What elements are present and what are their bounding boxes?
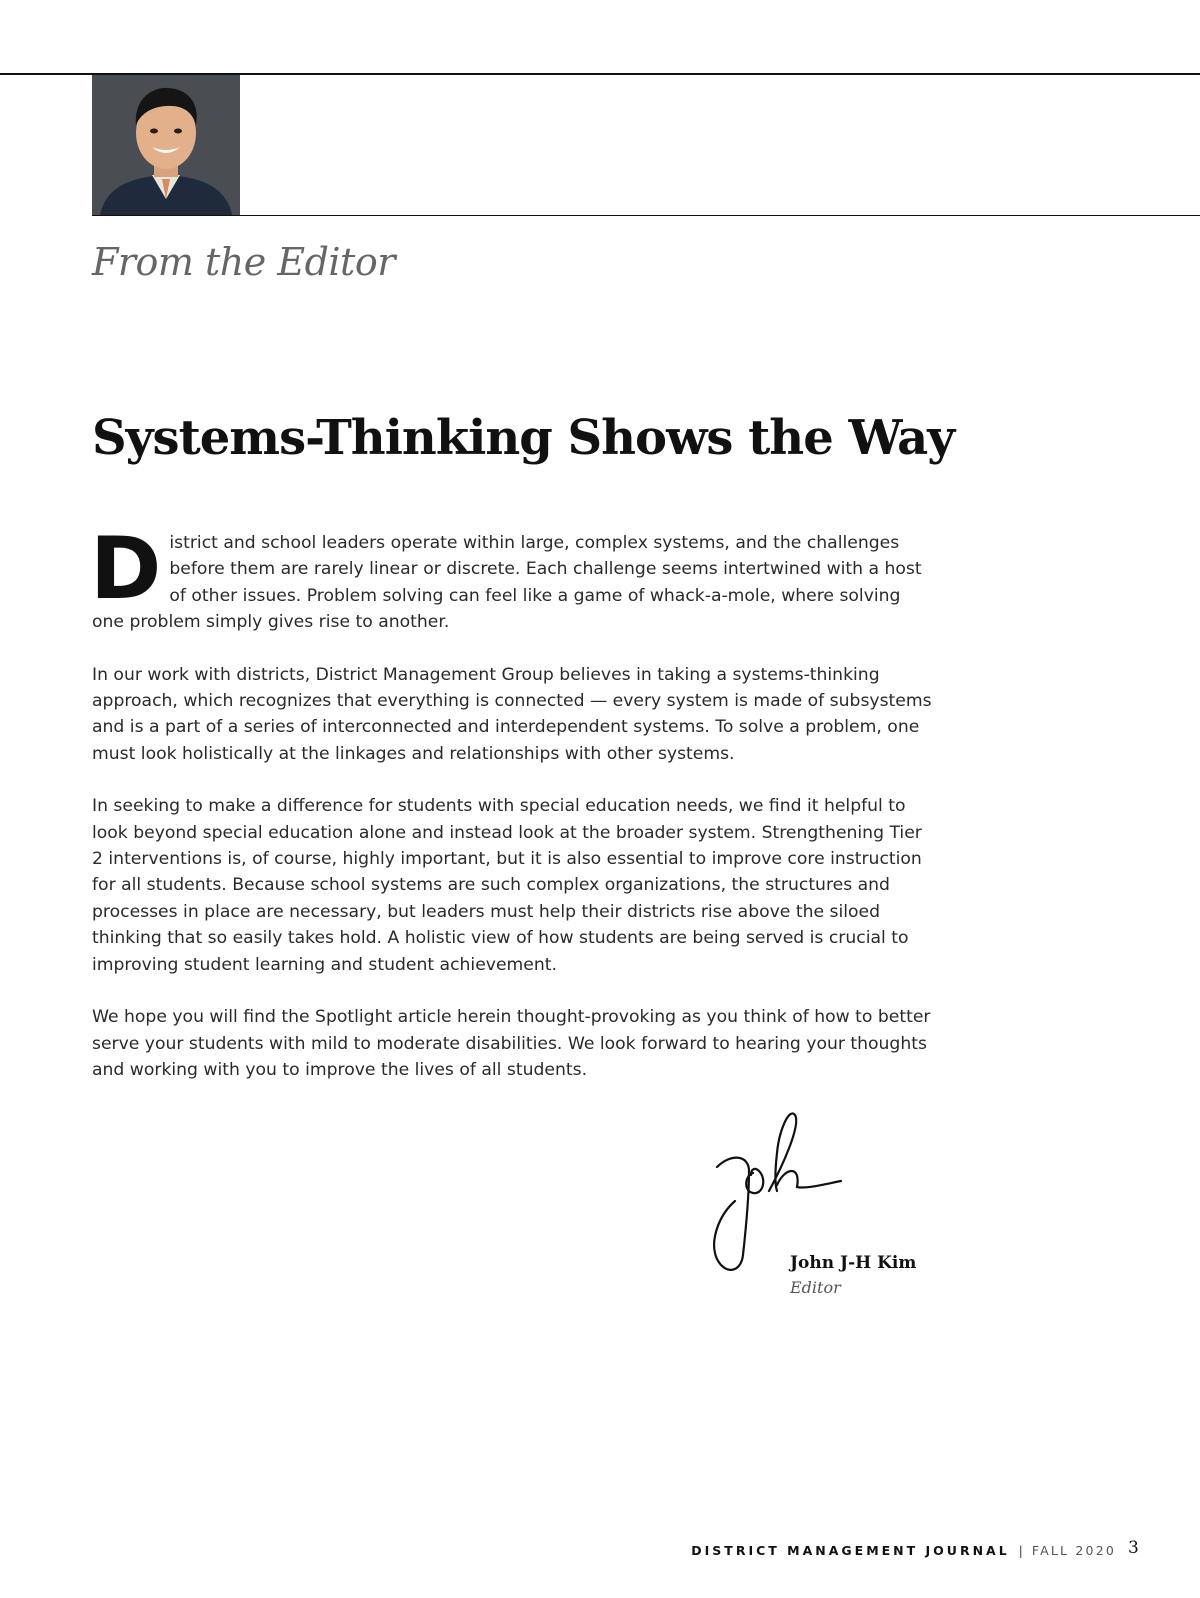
paragraph-4: We hope you will find the Spotlight article herein thought-provoking as you think of how to better serve your students with mild to moderate disabilities. We look forward to hearing your thoughts and working with you to improve the lives of all students. [92,1007,931,1080]
header-bottom-rule [92,215,1200,216]
article-headline: Systems-Thinking Shows the Way [92,410,955,466]
publication-name: DISTRICT MANAGEMENT JOURNAL [691,1543,1010,1558]
drop-cap: D [90,519,162,619]
paragraph-2: In our work with districts, District Management Group believes in taking a systems-thinking approach, which recognizes that everything is connected — every system is made of subsystems and is a part of a series of interconnected and interdependent systems. To solve a problem, one must look holistically at the linkages and relationships with other systems. [92,664,932,764]
footer-separator: | [1018,1543,1023,1558]
section-label: From the Editor [92,240,395,284]
paragraph-1 [90,519,937,636]
issue-label: FALL 2020 [1031,1543,1116,1558]
article-body [90,519,937,1109]
paragraph-1-text: istrict and school leaders operate within large, complex systems, and the challenges before them are rarely linear or discrete. Each challenge seems intertwined with a host of other issues. Problem solving can feel like a game of whack-a-mole, where solving one problem simply gives rise to another. [92,533,922,633]
paragraph-3: In seeking to make a difference for students with special education needs, we find it helpful to look beyond special education alone and instead look at the broader system. Strengthening Tier 2 interventions is, of course, highly important, but it is also essential to improve core instruction for all students. Because school systems are such complex organizations, the structures and processes in place are necessary, but leaders must help their districts rise above the siloed thinking that so easily takes hold. A holistic view of how students are being served is crucial to improving student learning and student achievement. [92,796,922,975]
page-footer [691,1543,1116,1558]
signer-title: Editor [790,1278,841,1297]
editor-portrait [92,75,240,215]
editor-photo-image [92,75,240,215]
signer-name: John J-H Kim [790,1253,917,1273]
page-number: 3 [1128,1538,1139,1558]
